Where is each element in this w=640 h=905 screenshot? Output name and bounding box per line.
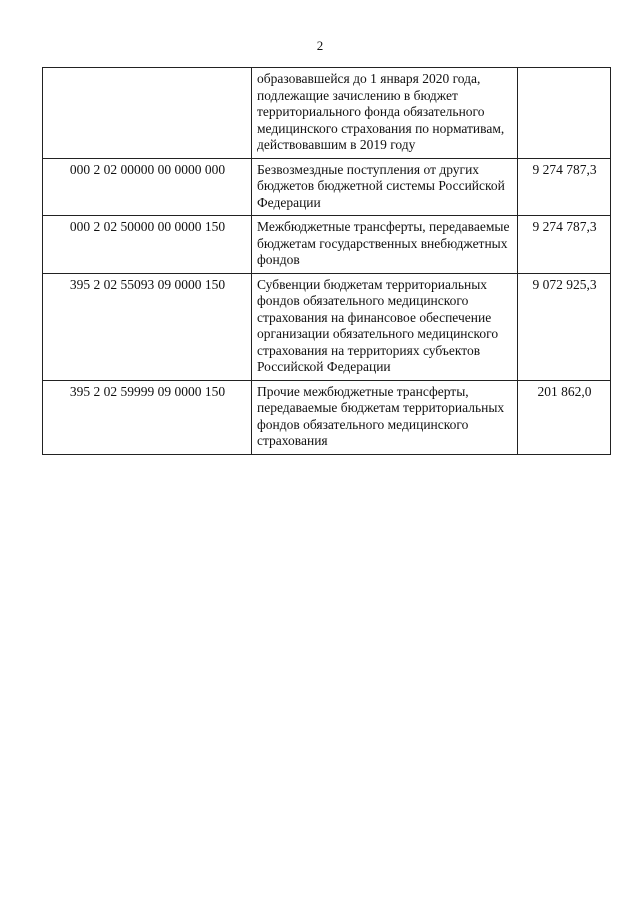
revenue-name-cell: Субвенции бюджетам территориальных фондов обязательного медицинского страхования на финансовое обеспечение организации обязательного медицинского страхования на территориях субъектов Российской Федерации — [252, 273, 518, 380]
table-row — [43, 380, 611, 454]
table-row — [43, 68, 611, 159]
budget-code-cell: 395 2 02 55093 09 0000 150 — [43, 273, 252, 380]
budget-code-cell: 000 2 02 00000 00 0000 000 — [43, 158, 252, 216]
amount-cell: 201 862,0 — [518, 380, 611, 454]
budget-code-cell: 000 2 02 50000 00 0000 150 — [43, 216, 252, 274]
amount-cell: 9 274 787,3 — [518, 158, 611, 216]
amount-cell: 9 072 925,3 — [518, 273, 611, 380]
table-row — [43, 158, 611, 216]
revenue-name-cell: образовавшейся до 1 января 2020 года, подлежащие зачислению в бюджет территориального фонда обязательного медицинского страхования по нормативам, действовавшим в 2019 году — [252, 68, 518, 159]
table-row — [43, 216, 611, 274]
amount-cell — [518, 68, 611, 159]
budget-code-cell — [43, 68, 252, 159]
budget-code-cell: 395 2 02 59999 09 0000 150 — [43, 380, 252, 454]
revenue-name-cell: Прочие межбюджетные трансферты, передаваемые бюджетам территориальных фондов обязательного медицинского страхования — [252, 380, 518, 454]
page-number: 2 — [316, 38, 324, 53]
revenue-name-cell: Безвозмездные поступления от других бюджетов бюджетной системы Российской Федерации — [252, 158, 518, 216]
table-row — [43, 273, 611, 380]
amount-cell: 9 274 787,3 — [518, 216, 611, 274]
revenue-name-cell: Межбюджетные трансферты, передаваемые бюджетам государственных внебюджетных фондов — [252, 216, 518, 274]
budget-revenue-table — [42, 67, 611, 455]
